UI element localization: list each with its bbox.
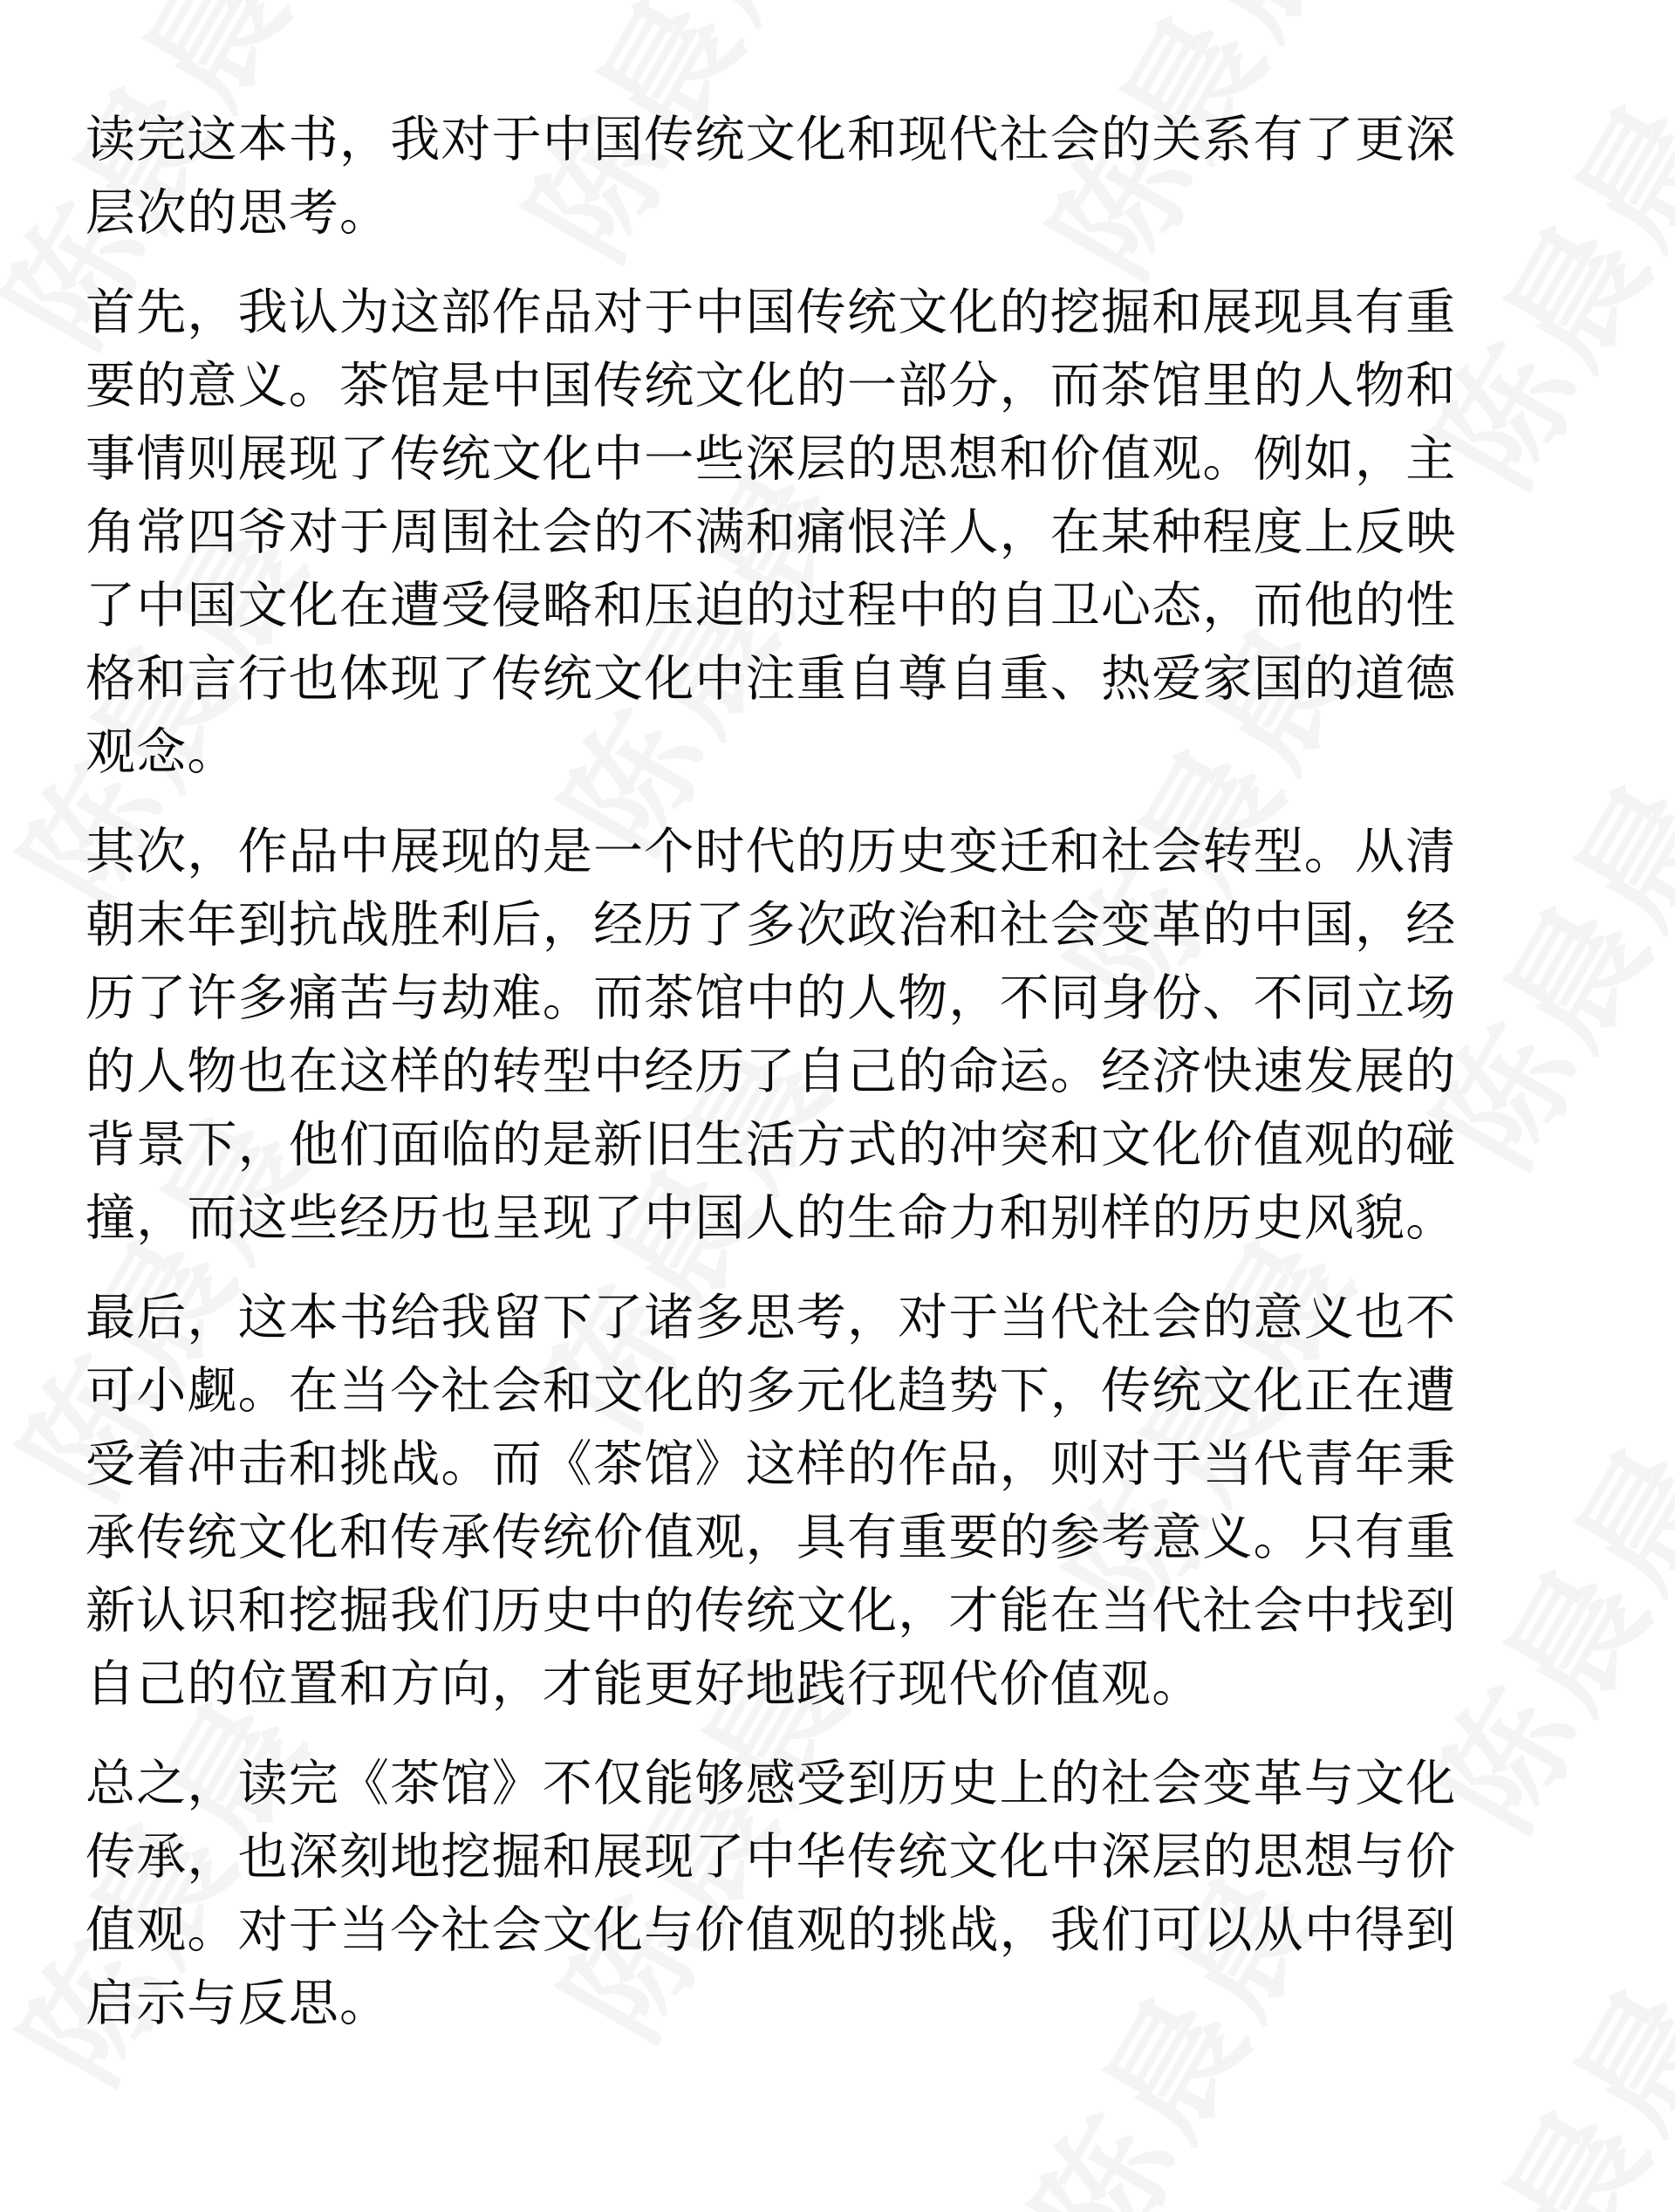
text-line: 撞，而这些经历也呈现了中国人的生命力和别样的历史风貌。 [85, 1189, 1457, 1247]
text-line: 其次，作品中展现的是一个时代的历史变迁和社会转型。从清 [85, 823, 1457, 880]
text-line: 了中国文化在遭受侵略和压迫的过程中的自卫心态，而他的性 [85, 577, 1457, 634]
text-line: 要的意义。茶馆是中国传统文化的一部分，而茶馆里的人物和 [85, 357, 1457, 414]
text-line: 读完这本书，我对于中国传统文化和现代社会的关系有了更深 [85, 111, 1457, 168]
text-line: 值观。对于当今社会文化与价值观的挑战，我们可以从中得到 [85, 1901, 1457, 1959]
paragraph-conclusion [85, 1747, 1603, 2040]
text-line: 事情则展现了传统文化中一些深层的思想和价值观。例如，主 [85, 430, 1457, 488]
text-line: 最后，这本书给我留下了诸多思考，对于当代社会的意义也不 [85, 1289, 1457, 1346]
paragraph-first [85, 276, 1603, 789]
paragraph-third [85, 1281, 1603, 1721]
text-line: 观念。 [85, 723, 238, 781]
text-line: 角常四爷对于周围社会的不满和痛恨洋人，在某种程度上反映 [85, 503, 1457, 561]
text-line: 启示与反思。 [85, 1975, 391, 2032]
text-line: 首先，我认为这部作品对于中国传统文化的挖掘和展现具有重 [85, 284, 1457, 341]
text-line: 背景下，他们面临的是新旧生活方式的冲突和文化价值观的碰 [85, 1116, 1457, 1174]
text-line: 朝末年到抗战胜利后，经历了多次政治和社会变革的中国，经 [85, 896, 1457, 954]
text-line: 层次的思考。 [85, 184, 391, 242]
text-line: 历了许多痛苦与劫难。而茶馆中的人物，不同身份、不同立场 [85, 969, 1457, 1027]
document-body [85, 103, 1603, 2066]
text-line: 承传统文化和传承传统价值观，具有重要的参考意义。只有重 [85, 1509, 1457, 1566]
text-line: 格和言行也体现了传统文化中注重自尊自重、热爱家国的道德 [85, 650, 1457, 708]
paragraph-second [85, 815, 1603, 1255]
text-line: 传承，也深刻地挖掘和展现了中华传统文化中深层的思想与价 [85, 1828, 1457, 1886]
text-line: 的人物也在这样的转型中经历了自己的命运。经济快速发展的 [85, 1043, 1457, 1100]
text-line: 可小觑。在当今社会和文化的多元化趋势下，传统文化正在遭 [85, 1362, 1457, 1420]
text-line: 自己的位置和方向，才能更好地践行现代价值观。 [85, 1655, 1203, 1713]
paragraph-intro [85, 103, 1603, 250]
text-line: 新认识和挖掘我们历史中的传统文化，才能在当代社会中找到 [85, 1582, 1457, 1640]
text-line: 总之，读完《茶馆》不仅能够感受到历史上的社会变革与文化 [85, 1755, 1457, 1812]
text-line: 受着冲击和挑战。而《茶馆》这样的作品，则对于当代青年秉 [85, 1435, 1457, 1493]
